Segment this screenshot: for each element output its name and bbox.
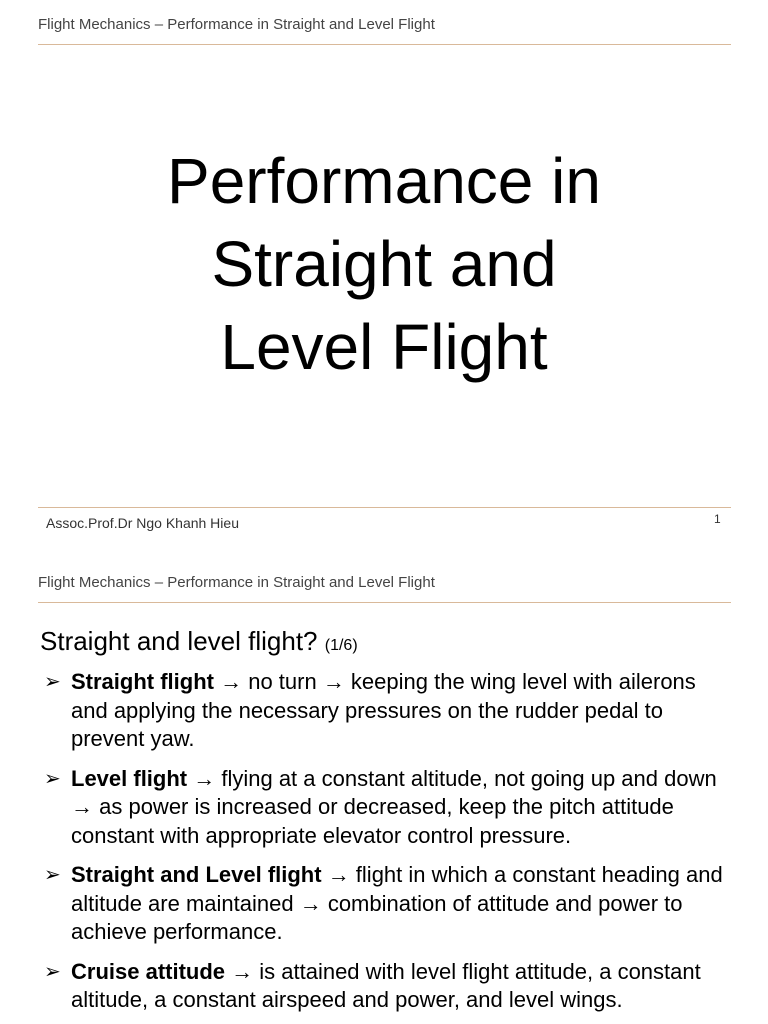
footer-author: Assoc.Prof.Dr Ngo Khanh Hieu	[46, 515, 239, 531]
bullet-text: → flying at a constant altitude, not going up and down → as power is increased or decreased, keep the pitch attitude constant with appropriate elevator control pressure.	[71, 765, 717, 848]
content-slide	[0, 558, 768, 1024]
bullet-term: Straight flight	[71, 669, 214, 694]
section-title-text: Straight and level flight?	[40, 626, 318, 656]
bullet-text: → no turn → keeping the wing level with ailerons and applying the necessary pressures on the rudder pedal to prevent yaw.	[71, 669, 696, 751]
arrow-bullet-icon: ➢	[44, 767, 61, 790]
slide-header: Flight Mechanics – Performance in Straight and Level Flight	[38, 16, 435, 33]
arrow-bullet-icon: ➢	[44, 671, 61, 693]
list-item	[44, 668, 734, 754]
bullet-text: → flight in which a constant heading and altitude are maintained → combination of attitude and power to achieve performance.	[71, 862, 723, 944]
title-line-3: Level Flight	[220, 311, 548, 383]
section-counter: (1/6)	[324, 637, 358, 654]
list-item	[44, 765, 734, 851]
bullet-text: → is attained with level flight attitude, a constant altitude, a constant airspeed and power, and level wings.	[71, 958, 701, 1012]
bullet-term: Cruise attitude	[71, 958, 226, 984]
title-line-2: Straight and	[211, 228, 557, 300]
bullet-term: Level flight	[71, 765, 188, 791]
slide-title	[0, 140, 768, 389]
list-item	[44, 958, 734, 1015]
slide-header: Flight Mechanics – Performance in Straight and Level Flight	[38, 574, 435, 591]
header-divider	[38, 602, 731, 603]
list-item	[44, 861, 734, 947]
footer-divider	[38, 507, 731, 508]
title-line-1: Performance in	[167, 145, 601, 217]
bullet-term: Straight and Level flight	[71, 862, 322, 887]
arrow-bullet-icon: ➢	[44, 960, 61, 983]
section-title	[40, 626, 358, 657]
page-number: 1	[714, 512, 721, 526]
bullet-list	[44, 668, 734, 1024]
arrow-bullet-icon: ➢	[44, 864, 61, 886]
header-divider	[38, 44, 731, 45]
